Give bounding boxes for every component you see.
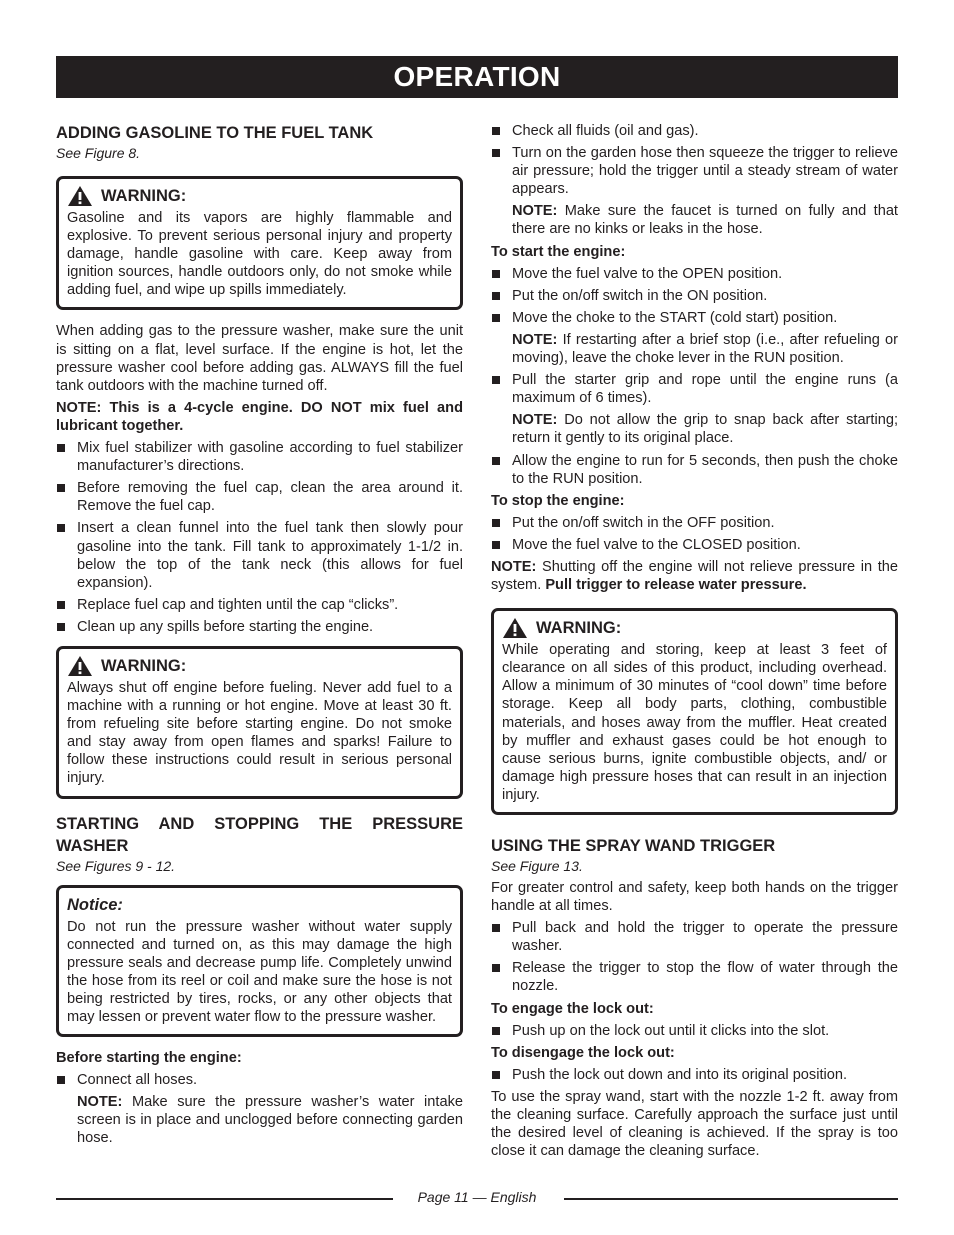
paragraph-control: For greater control and safety, keep both hands on the trigger handle at all times.: [491, 880, 898, 915]
list-item: Put the on/off switch in the ON position.: [491, 287, 898, 305]
start-engine-list: [491, 265, 898, 327]
fuel-steps-list: [56, 439, 463, 636]
left-column: [56, 122, 463, 1148]
warning-box-fueling: [56, 646, 463, 799]
subheading-stop-engine: To stop the engine:: [491, 492, 625, 509]
warning-triangle-icon: [67, 655, 93, 677]
page-number: Page 11 — English: [417, 1189, 537, 1205]
note-faucet: NOTE: Make sure the faucet is turned on fully and that there are no kinks or leaks in the hose.: [512, 203, 898, 238]
note-restart: NOTE: If restarting after a brief stop (i.e., after refueling or moving), leave the choke lever in the RUN position.: [512, 331, 898, 367]
paragraph-spray-distance: To use the spray wand, start with the nozzle 1-2 ft. away from the cleaning surface. Carefully approach the surface just until the desired level of cleaning is achieved. If the spray is too close it can damage the cleaning surface.: [491, 1088, 898, 1160]
section-heading-fuel: ADDING GASOLINE TO THE FUEL TANK: [56, 124, 374, 142]
subheading-start-engine: To start the engine:: [491, 243, 626, 260]
disengage-list: [491, 1066, 898, 1084]
notice-box: [56, 885, 463, 1038]
start-engine-list-3: [491, 452, 898, 488]
note-4-cycle: NOTE: This is a 4-cycle engine. DO NOT mix fuel and lubricant together.: [56, 399, 463, 434]
subheading-disengage-lockout: To disengage the lock out:: [491, 1044, 675, 1061]
figure-reference: See Figure 8.: [56, 145, 141, 161]
list-item: Connect all hoses.: [56, 1071, 463, 1089]
list-item: Insert a clean funnel into the fuel tank then slowly pour gasoline into the tank. Fill tank to approximately 1-1/2 in. below the top of the tank neck (this allows for fuel expansion).: [56, 519, 463, 591]
subheading-before-start: Before starting the engine:: [56, 1050, 242, 1067]
list-item: Move the fuel valve to the CLOSED position.: [491, 536, 898, 554]
list-item: Clean up any spills before starting the engine.: [56, 618, 463, 636]
start-engine-list-2: [491, 371, 898, 407]
section-banner: [56, 56, 898, 98]
prep-list: [491, 122, 898, 198]
warning-body: While operating and storing, keep at least 3 feet of clearance on all sides of this product, including overhead. Allow a minimum of 30 minutes of “cool down” time before storage. Keep all body parts, clothing, combustible materials, and hoses away from the muffler. Heat created by muffler and exhaust gases could be hot enough to cause serious burns, ignite combustible objects, and/ or damage high pressure hoses that can result in an injection injury.: [502, 642, 887, 803]
list-item: Move the choke to the START (cold start) position.: [491, 309, 898, 327]
warning-box-gasoline: [56, 176, 463, 310]
before-start-list: [56, 1071, 463, 1089]
list-item: Allow the engine to run for 5 seconds, then push the choke to the RUN position.: [491, 452, 898, 488]
spray-list: [491, 919, 898, 995]
list-item: Replace fuel cap and tighten until the cap “clicks”.: [56, 596, 463, 614]
warning-title: WARNING:: [502, 617, 887, 639]
figure-reference: See Figures 9 - 12.: [56, 857, 176, 874]
warning-title: WARNING:: [67, 655, 452, 677]
list-item: Pull the starter grip and rope until the engine runs (a maximum of 6 times).: [491, 371, 898, 407]
note-grip: NOTE: Do not allow the grip to snap back after starting; return it gently to its original place.: [512, 412, 898, 447]
section-heading-spray-wand: USING THE SPRAY WAND TRIGGER: [491, 837, 776, 855]
list-item: Pull back and hold the trigger to operate the pressure washer.: [491, 919, 898, 955]
page-title: OPERATION: [393, 61, 561, 92]
warning-triangle-icon: [67, 185, 93, 207]
page-footer: [56, 1188, 898, 1208]
warning-box-clearance: [491, 608, 898, 815]
list-item: Push up on the lock out until it clicks into the slot.: [491, 1022, 898, 1040]
warning-body: Gasoline and its vapors are highly flammable and explosive. To prevent serious personal injury and property damage, handle gasoline with care. Keep away from ignition sources, handle outdoors only, do not smoke while adding fuel, and wipe up spills immediately.: [67, 210, 452, 299]
list-item: Turn on the garden hose then squeeze the trigger to relieve air pressure; hold the trigger until a steady stream of water appears.: [491, 144, 898, 198]
list-item: Before removing the fuel cap, clean the area around it. Remove the fuel cap.: [56, 479, 463, 515]
engage-list: [491, 1022, 898, 1040]
list-item: Mix fuel stabilizer with gasoline according to fuel stabilizer manufacturer’s directions.: [56, 439, 463, 475]
section-heading-start-stop: STARTING AND STOPPING THE PRESSURE WASHER: [56, 814, 463, 855]
list-item: Move the fuel valve to the OPEN position.: [491, 265, 898, 283]
list-item: Release the trigger to stop the flow of water through the nozzle.: [491, 959, 898, 995]
right-column: [491, 118, 898, 1160]
list-item: Put the on/off switch in the OFF position.: [491, 514, 898, 532]
stop-engine-list: [491, 514, 898, 554]
note-pressure: NOTE: Shutting off the engine will not relieve pressure in the system. Pull trigger to release water pressure.: [491, 558, 898, 594]
notice-body: Do not run the pressure washer without water supply connected and turned on, as this may damage the high pressure seals and decrease pump life. Completely unwind the hose from its reel or coil and make sure the hose is not being restricted by tires, rocks, or any other objects that may lessen or prevent water flow to the pressure washer.: [67, 918, 452, 1025]
footer-rule-right: [564, 1198, 898, 1200]
notice-title: Notice:: [67, 895, 123, 914]
warning-triangle-icon: [502, 617, 528, 639]
subheading-engage-lockout: To engage the lock out:: [491, 1000, 654, 1017]
list-item: Check all fluids (oil and gas).: [491, 122, 898, 140]
paragraph-fuel-intro: When adding gas to the pressure washer, make sure the unit is sitting on a flat, level surface. If the engine is hot, let the pressure washer cool before adding gas. ALWAYS fill the fuel tank outdoors with the machine turned off.: [56, 323, 463, 394]
warning-body: Always shut off engine before fueling. Never add fuel to a machine with a running or hot engine. Move at least 30 ft. from refueling site before starting engine. Do not smoke and stay away from open flames and sparks! Failure to follow these instructions could result in serious personal injury.: [67, 679, 452, 787]
figure-reference: See Figure 13.: [491, 858, 583, 874]
list-item: Push the lock out down and into its original position.: [491, 1066, 898, 1084]
warning-title: WARNING:: [67, 185, 452, 207]
note-intake-screen: NOTE: Make sure the pressure washer’s water intake screen is in place and unclogged before connecting garden hose.: [77, 1094, 463, 1147]
